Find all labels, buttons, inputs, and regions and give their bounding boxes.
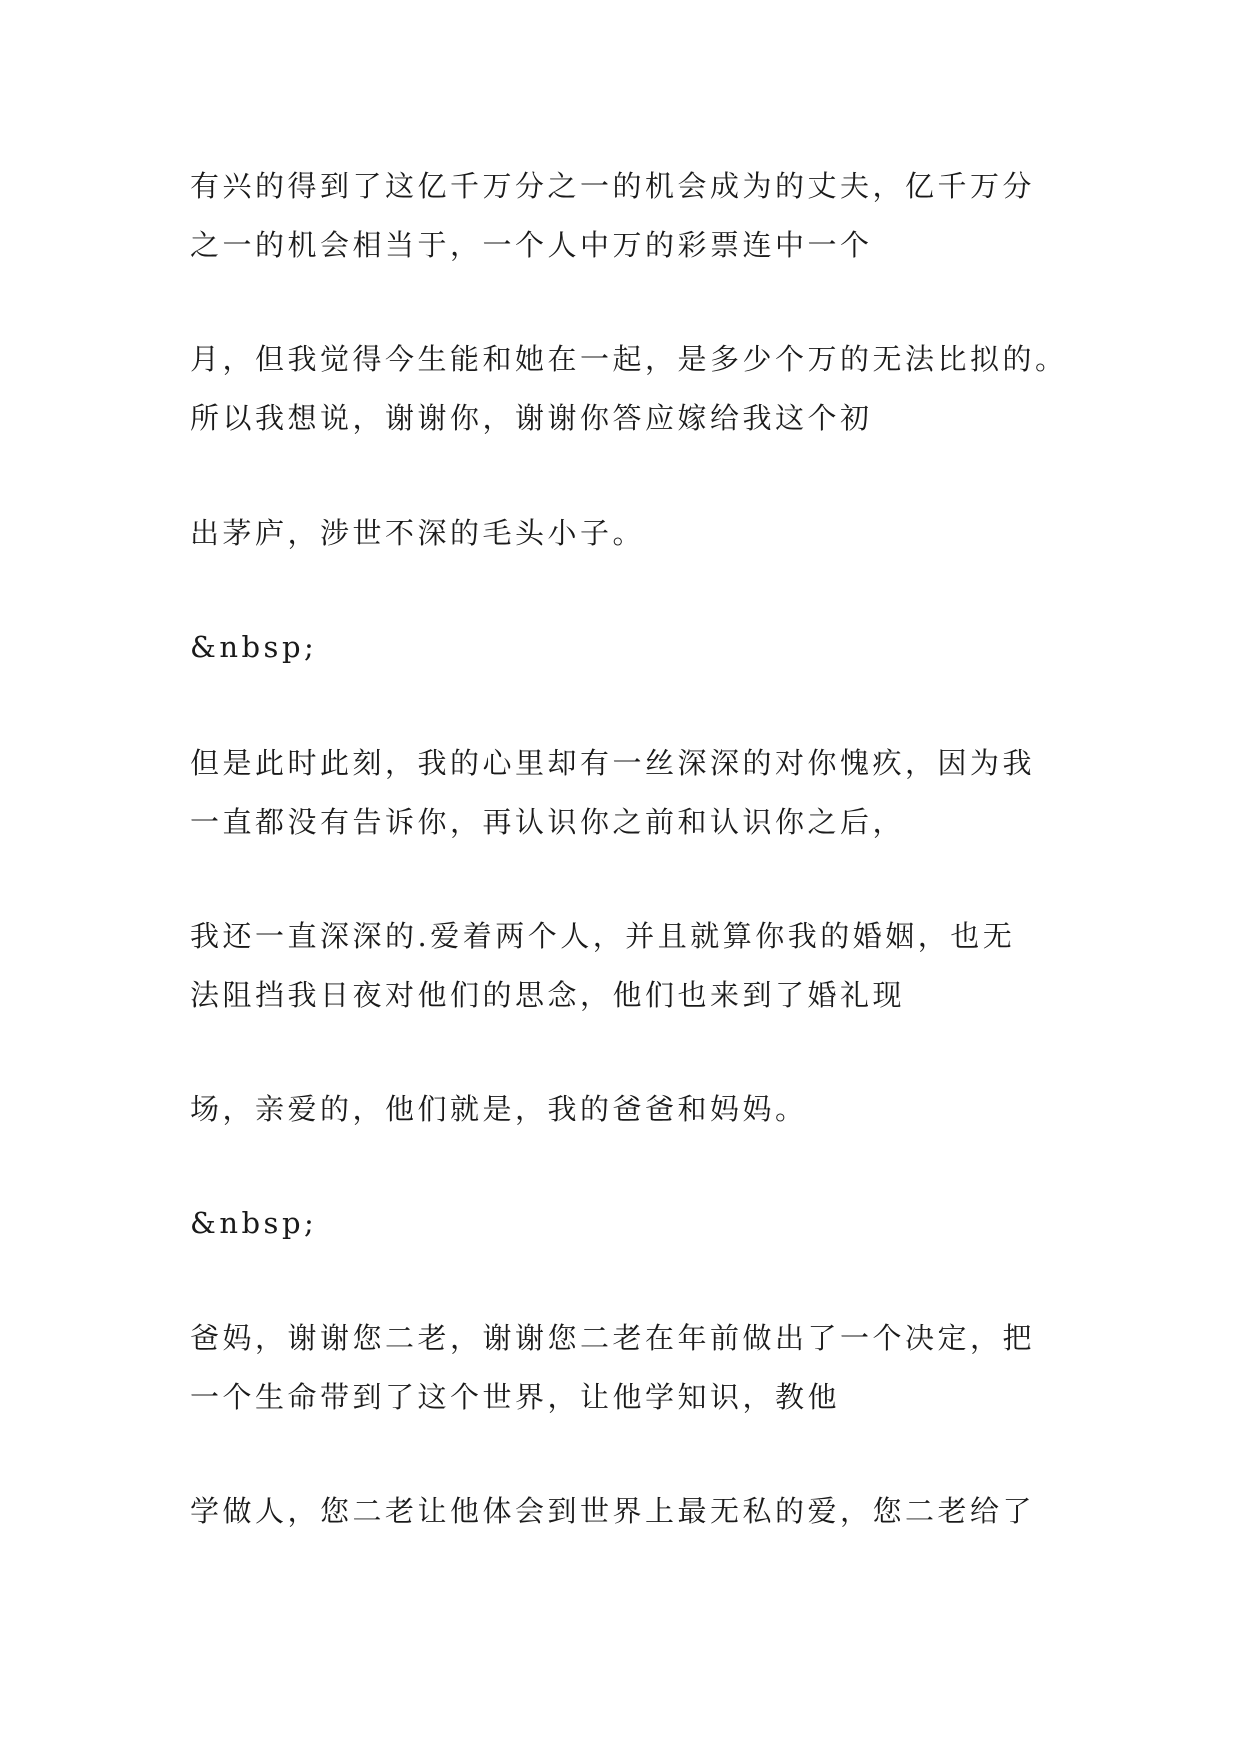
- text-line: 有兴的得到了这亿千万分之一的机会成为的丈夫，亿千万分: [190, 169, 1036, 203]
- text-line: 一直都没有告诉你，再认识你之前和认识你之后，: [190, 805, 906, 839]
- text-line: 所以我想说，谢谢你，谢谢你答应嫁给我这个初: [190, 401, 873, 435]
- text-line: 学做人，您二老让他体会到世界上最无私的爱，您二老给了: [190, 1494, 1036, 1528]
- text-line: 场，亲爱的，他们就是，我的爸爸和妈妈。: [190, 1092, 808, 1126]
- text-line: 月，但我觉得今生能和她在一起，是多少个万的无法比拟的。: [190, 342, 1068, 376]
- text-line: 爸妈，谢谢您二老，谢谢您二老在年前做出了一个决定，把: [190, 1321, 1036, 1355]
- text-line: 一个生命带到了这个世界，让他学知识，教他: [190, 1380, 841, 1414]
- text-line: &nbsp;: [190, 630, 318, 664]
- text-line: 但是此时此刻，我的心里却有一丝深深的对你愧疚，因为我: [190, 746, 1036, 780]
- text-line: 之一的机会相当于，一个人中万的彩票连中一个: [190, 228, 873, 262]
- text-line: 出茅庐，涉世不深的毛头小子。: [190, 516, 646, 550]
- text-line: 我还一直深深的.爱着两个人，并且就算你我的婚姻，也无: [190, 919, 1016, 953]
- text-line: &nbsp;: [190, 1206, 318, 1240]
- text-line: 法阻挡我日夜对他们的思念，他们也来到了婚礼现: [190, 978, 906, 1012]
